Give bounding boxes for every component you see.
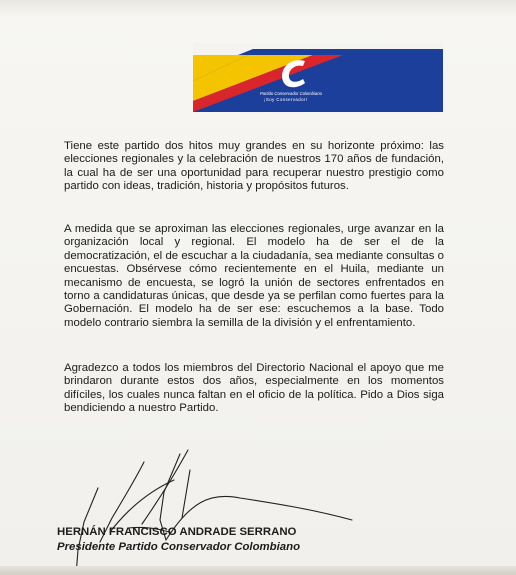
scan-bottom-edge [0,566,516,575]
paragraph-anniversary: Tiene este partido dos hitos muy grandes en su horizonte próximo: las elecciones regionales y la celebración de nuestros 170 años de fundación, la cual ha de ser una oportunidad para recuperar nuestro prestigio como partido con ideas, tradición, historia y propósitos futuros. [64,140,444,193]
logo-party-name: Partido Conservador Colombiano [260,91,322,96]
party-logo-graphic [193,43,443,112]
letterhead-banner [193,43,443,112]
scan-top-edge [0,0,516,18]
signatory-title: Presidente Partido Conservador Colombiano [57,541,301,553]
logo-motto: ¡Soy Conservador! [264,97,308,102]
paragraph-regional-elections: A medida que se aproximan las elecciones regionales, urge avanzar en la organización local y regional. El modelo ha de ser el de la democratización, el de escuchar a la ciudadanía, sea mediante consultas o encuestas. Obsérvese cómo recientemente en el Huila, mediante un mecanismo de encuesta, se logró la unión de sectores enfrentados en torno a candidaturas únicas, que desde ya se perfilan como fuertes para la Gobernación. El modelo ha de ser ese: escuchemos a la base. Todo modelo contrario siembra la semilla de la división y el enfrentamiento. [64,223,444,329]
paragraph-gratitude: Agradezco a todos los miembros del Directorio Nacional el apoyo que me brindaron durante estos dos años, especialmente en los momentos difíciles, los cuales nunca faltan en el oficio de la política. Pido a Dios siga bendiciendo a nuestro Partido. [64,362,444,415]
signatory-name: HERNÁN FRANCISCO ANDRADE SERRANO [57,526,297,538]
handwritten-signature [40,440,360,575]
